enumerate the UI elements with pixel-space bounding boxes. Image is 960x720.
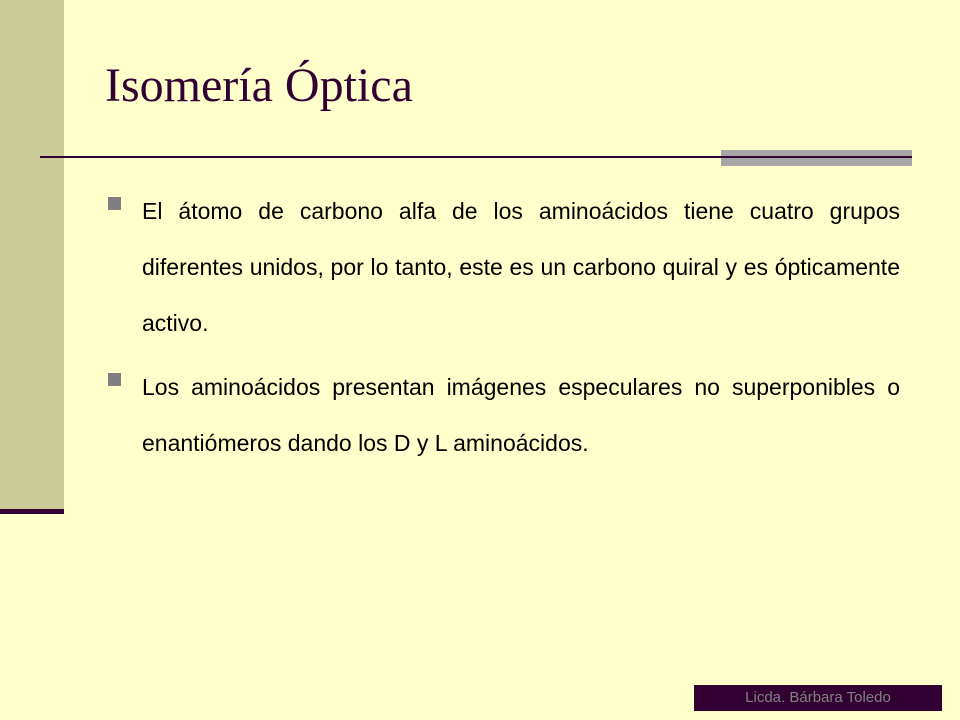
bullet-text: El átomo de carbono alfa de los aminoácidos tiene cuatro grupos diferentes unidos, por lo tanto, este es un carbono quiral y es ópticamente activo. [142, 198, 900, 336]
title-underline-accent [721, 150, 912, 166]
left-bar-accent-line [0, 509, 64, 514]
bullet-text: Los aminoácidos presentan imágenes especulares no superponibles o enantiómeros dando los D y L aminoácidos. [142, 374, 900, 456]
square-bullet-icon [108, 373, 121, 386]
author-footer: Licda. Bárbara Toledo [694, 685, 942, 711]
title-underline-accent-line [721, 156, 912, 158]
bullet-item [104, 359, 900, 471]
bullet-list [104, 183, 900, 479]
left-decorative-bar [0, 0, 64, 510]
bullet-item [104, 183, 900, 351]
slide-title: Isomería Óptica [105, 59, 413, 112]
square-bullet-icon [108, 197, 121, 210]
